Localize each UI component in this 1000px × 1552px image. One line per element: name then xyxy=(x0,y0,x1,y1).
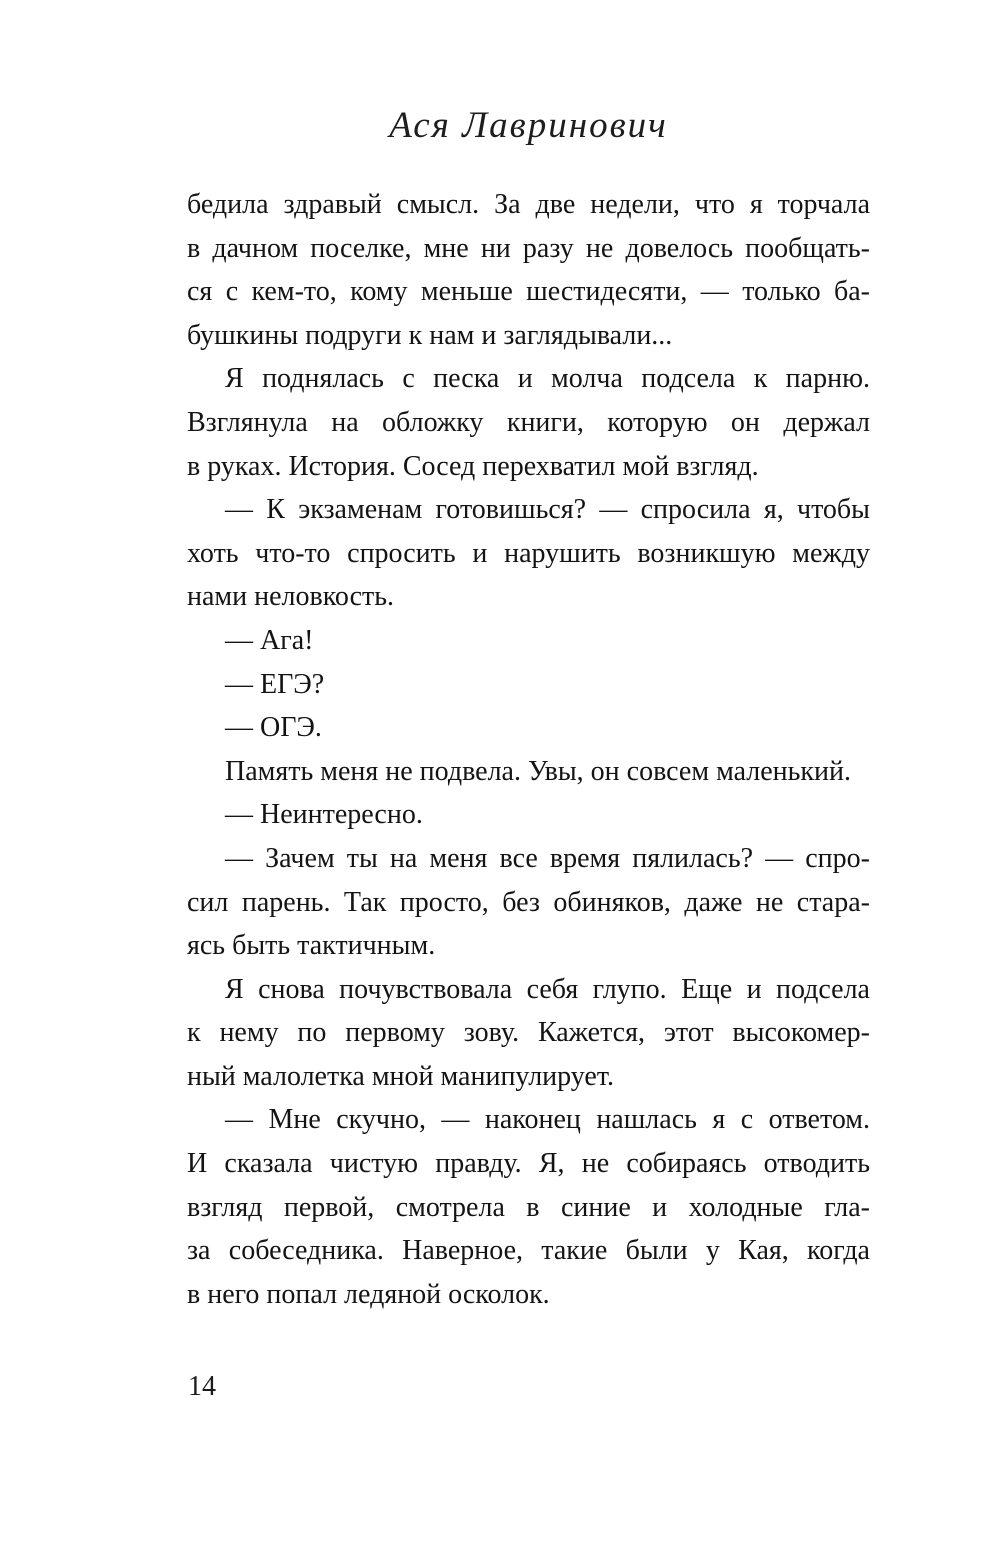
page-number: 14 xyxy=(188,1371,216,1402)
text-line: в него попал ледяной осколок. xyxy=(187,1278,550,1310)
text-line: Память меня не подвела. Увы, он совсем маленький. xyxy=(225,755,851,787)
text-line: — ОГЭ. xyxy=(225,712,322,744)
text-line: бушкины подруги к нам и заглядывали... xyxy=(187,319,673,351)
text-line: — К экзаменам готовишься? — спросила я, чтобы xyxy=(225,494,870,526)
text-line: И сказала чистую правду. Я, не собираясь отводить xyxy=(187,1148,870,1180)
text-line: сил парень. Так просто, без обиняков, даже не стара- xyxy=(187,886,870,918)
text-line: Я снова почувствовала себя глупо. Еще и подсела xyxy=(225,973,870,1005)
text-line: ный малолетка мной манипулирует. xyxy=(187,1060,614,1092)
text-line: хоть что-то спросить и нарушить возникшую между xyxy=(187,537,870,569)
text-line: бедила здравый смысл. За две недели, что я торчала xyxy=(187,189,870,220)
text-line: Я поднялась с песка и молча подсела к парню. xyxy=(225,363,870,395)
text-line: взгляд первой, смотрела в синие и холодные гла- xyxy=(187,1191,870,1223)
text-line: ясь быть тактичным. xyxy=(187,930,436,962)
text-line: к нему по первому зову. Кажется, этот высокомер- xyxy=(187,1017,870,1049)
page-text xyxy=(187,183,870,1316)
text-line: ся с кем-то, кому меньше шестидесяти, — только ба- xyxy=(187,276,870,308)
running-head-author: Ася Лавринович xyxy=(389,105,668,146)
text-line: в руках. История. Сосед перехватил мой взгляд. xyxy=(187,450,759,482)
text-line: — Мне скучно, — наконец нашлась я с ответом. xyxy=(225,1104,870,1136)
text-line: нами неловкость. xyxy=(187,581,395,613)
text-line: — Неинтересно. xyxy=(225,799,423,831)
text-line: за собеседника. Наверное, такие были у Кая, когда xyxy=(187,1235,870,1267)
text-line: — Ага! xyxy=(225,624,314,656)
text-line: — Зачем ты на меня все время пялилась? — спро- xyxy=(225,842,870,874)
text-line: — ЕГЭ? xyxy=(225,668,325,700)
text-line: Взглянула на обложку книги, которую он держал xyxy=(187,406,870,438)
text-line: в дачном поселке, мне ни разу не довелось пообщать- xyxy=(187,232,870,264)
